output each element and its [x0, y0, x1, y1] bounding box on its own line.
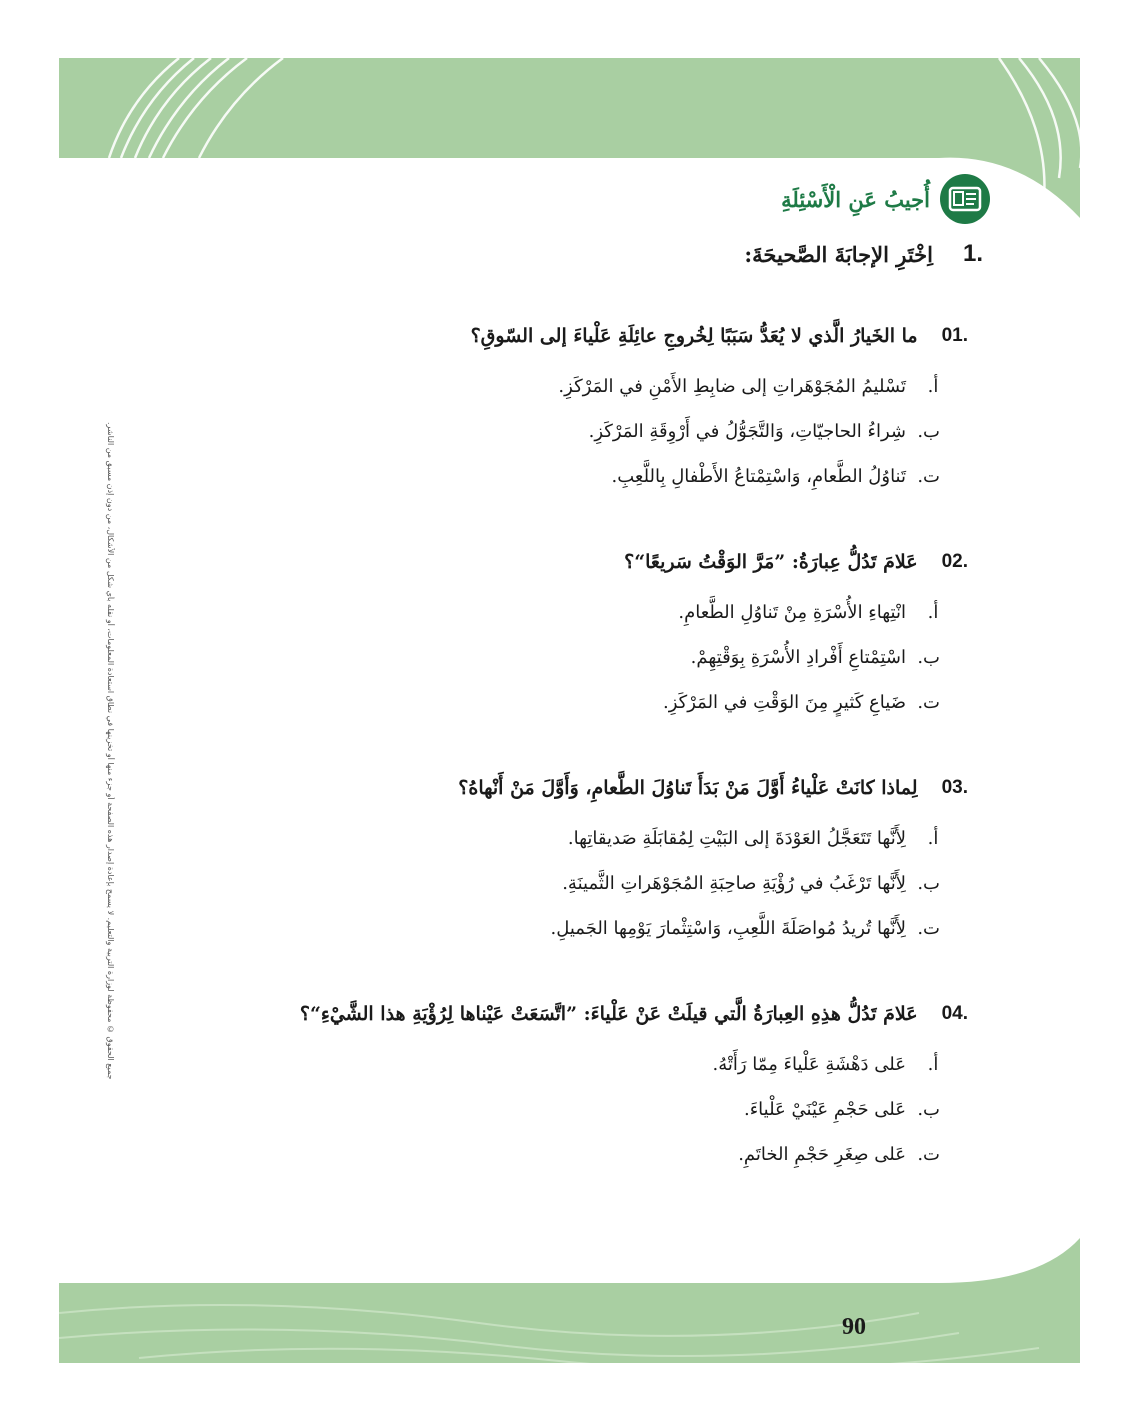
exercise-heading	[744, 240, 983, 268]
option-letter: أ.	[927, 602, 939, 623]
question	[471, 320, 968, 499]
option-letter: ت.	[917, 466, 940, 487]
worksheet-icon	[940, 174, 990, 224]
question-number: 02.	[941, 551, 968, 572]
option-letter: أ.	[927, 1054, 939, 1075]
section-title	[781, 174, 990, 224]
question-text: ما الخَيارُ الَّذي لا يُعَدُّ سَبَبًا لِخُروجِ عائِلَةِ عَلْياءَ إلى السّوقِ؟	[470, 325, 918, 347]
option-letter: أ.	[927, 828, 939, 849]
option[interactable]	[624, 680, 940, 725]
option-letter: ت.	[917, 1144, 940, 1165]
question	[300, 998, 968, 1177]
option[interactable]	[458, 816, 940, 861]
section-title-text: أُجيبُ عَنِ الْأَسْئِلَةِ	[781, 186, 930, 212]
page-number: 90	[842, 1314, 866, 1340]
option-text: ضَياعِ كَثيرٍ مِنَ الوَقْتِ في المَرْكَزِ.	[663, 692, 906, 713]
option[interactable]	[300, 1042, 940, 1087]
option[interactable]	[471, 364, 940, 409]
option-letter: ت.	[917, 692, 940, 713]
option[interactable]	[300, 1087, 940, 1132]
option-letter: ب.	[917, 873, 940, 894]
option-text: لِأَنَّها تَرْغَبُ في رُؤْيَةِ صاحِبَةِ المُجَوْهَراتِ الثَّمينَةِ.	[562, 873, 906, 894]
option-text: تَسْليمُ المُجَوْهَراتِ إلى ضابِطِ الأَمْنِ في المَرْكَزِ.	[558, 376, 906, 397]
option-text: لِأَنَّها تُريدُ مُواصَلَةَ اللَّعِبِ، وَاسْتِثْمارَ يَوْمِها الجَميلِ.	[550, 918, 906, 939]
option-letter: ب.	[917, 647, 940, 668]
question-number: 04.	[941, 1003, 968, 1024]
exercise-instruction: اِخْتَرِ الإجابَةَ الصَّحيحَةَ:	[744, 241, 933, 267]
copyright-side-note: جميع الحقوق © محفوظة لوزارة التربية والتعليم. لا يسمح بإعادة إصدار هذه الصفحة أو جزء منها أو تخزينها في نطاق استعادة المعلومات، أو نقله بأي شكل من الأشكال، من دون إذن مسبق من الناشر.	[106, 422, 115, 1080]
option[interactable]	[458, 906, 940, 951]
option-text: شِراءُ الحاجيّاتِ، وَالتَّجَوُّلُ في أَرْوِقَةِ المَرْكَزِ.	[588, 421, 906, 442]
question	[624, 546, 968, 725]
option-text: انْتِهاءِ الأُسْرَةِ مِنْ تَناوُلِ الطَّعامِ.	[678, 602, 906, 623]
question-number: 03.	[941, 777, 968, 798]
option-letter: ب.	[917, 1099, 940, 1120]
option[interactable]	[624, 635, 940, 680]
question-text: لِماذا كانَتْ عَلْياءُ أَوَّلَ مَنْ بَدَأَ تَناوُلَ الطَّعامِ، وَأَوَّلَ مَنْ أَنْهاهُ؟	[458, 777, 918, 799]
option-text: اسْتِمْتاعِ أَفْرادِ الأُسْرَةِ بِوَقْتِهِمْ.	[690, 647, 906, 668]
option-text: عَلى صِغَرِ حَجْمِ الخاتَمِ.	[738, 1144, 906, 1165]
option-text: عَلى حَجْمِ عَيْنَيْ عَلْياءَ.	[744, 1099, 906, 1120]
option[interactable]	[471, 454, 940, 499]
option-letter: ت.	[917, 918, 940, 939]
option[interactable]	[624, 590, 940, 635]
option-letter: أ.	[927, 376, 939, 397]
top-decorative-band	[59, 58, 1080, 258]
option[interactable]	[458, 861, 940, 906]
question	[458, 772, 968, 951]
exercise-number: 1.	[962, 240, 983, 267]
option[interactable]	[471, 409, 940, 454]
question-number: 01.	[941, 325, 968, 346]
option-text: لِأَنَّها تَتَعَجَّلُ العَوْدَةَ إلى البَيْتِ لِمُقابَلَةِ صَديقاتِها.	[567, 828, 906, 849]
question-text: عَلامَ تَدُلُّ هذِهِ العِبارَةُ الَّتي قيلَتْ عَنْ عَلْياءَ: ”اتَّسَعَتْ عَيْناها لِرُؤْيَةِ هذا الشَّيْءِ“؟	[299, 1003, 918, 1025]
option-letter: ب.	[917, 421, 940, 442]
option-text: عَلى دَهْشَةِ عَلْياءَ مِمّا رَأَتْهُ.	[712, 1054, 906, 1075]
question-text: عَلامَ تَدُلُّ عِبارَةُ: ”مَرَّ الوَقْتُ سَريعًا“؟	[624, 551, 918, 573]
option-text: تَناوُلُ الطَّعامِ، وَاسْتِمْتاعُ الأَطْفالِ بِاللَّعِبِ.	[611, 466, 906, 487]
option[interactable]	[300, 1132, 940, 1177]
